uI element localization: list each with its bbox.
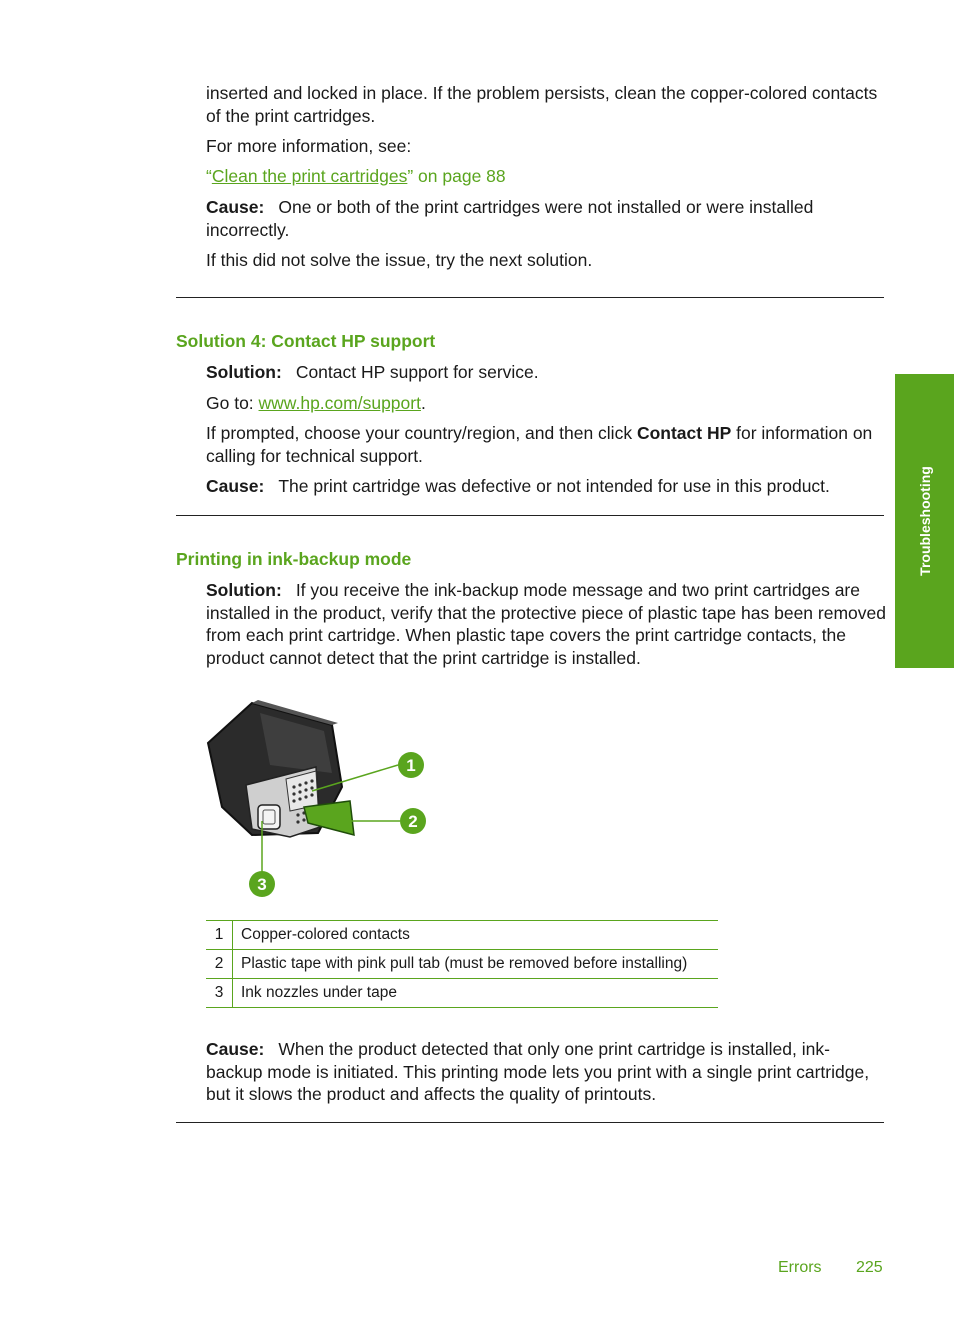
cause-label: Cause: (206, 197, 265, 217)
intro-paragraph: inserted and locked in place. If the problem persists, clean the copper-colored contacts of the print cartridges. (206, 83, 878, 126)
clean-cartridges-link[interactable]: Clean the print cartridges (211, 166, 408, 186)
contact-hp-bold: Contact HP (636, 423, 732, 443)
legend-text: Ink nozzles under tape (233, 979, 719, 1008)
footer-section: Errors (778, 1259, 822, 1276)
divider (176, 515, 884, 516)
prompt-after: for information on calling for technical support. (206, 423, 873, 466)
callout-3 (249, 871, 275, 897)
cause-label: Cause: (206, 1039, 265, 1059)
ink-backup-cause (206, 1038, 886, 1106)
solution-4-heading: Solution 4: Contact HP support (176, 331, 436, 351)
callout-3-label: 3 (257, 875, 267, 894)
divider (176, 297, 884, 298)
callout-2-label: 2 (408, 812, 418, 831)
ink-backup-solution (206, 579, 886, 669)
callout-1 (398, 752, 424, 778)
page-number: 225 (856, 1259, 883, 1276)
callout-1-label: 1 (406, 756, 416, 775)
xref-open-quote: “ (206, 166, 212, 186)
xref-page-ref: ” on page 88 (407, 166, 506, 186)
cause-paragraph-1 (206, 196, 886, 241)
solution-text: Contact HP support for service. (295, 362, 539, 382)
prompt-before: If prompted, choose your country/region, and then click (206, 423, 637, 443)
prompt-paragraph (206, 422, 886, 467)
legend-number: 2 (206, 950, 233, 979)
solution-label: Solution: (206, 580, 282, 600)
legend-text: Copper-colored contacts (233, 921, 719, 950)
cross-reference (206, 165, 886, 188)
goto-prefix: Go to: (206, 393, 259, 413)
cause-paragraph-2 (206, 475, 886, 498)
table-row (206, 950, 718, 979)
divider (176, 1122, 884, 1123)
next-solution-text: If this did not solve the issue, try the next solution. (206, 250, 593, 270)
troubleshooting-side-tab (895, 374, 954, 668)
callout-2 (400, 808, 426, 834)
hp-support-link[interactable]: www.hp.com/support (258, 393, 421, 413)
print-cartridge-illustration (200, 695, 440, 905)
goto-suffix: . (420, 393, 426, 413)
legend-text: Plastic tape with pink pull tab (must be removed before installing) (233, 950, 719, 979)
solution-text: If you receive the ink-backup mode message and two print cartridges are installed in the product, verify that the protective piece of plastic tape has been removed from each print cartridge. When plastic tape covers the print cartridge contacts, the product cannot detect that the print cartridge is installed. (206, 580, 886, 668)
goto-paragraph (206, 392, 886, 415)
more-info-text: For more information, see: (206, 136, 412, 156)
cause-text: One or both of the print cartridges were not installed or were installed incorrectly. (206, 197, 814, 240)
table-row (206, 921, 718, 950)
cause-text: The print cartridge was defective or not intended for use in this product. (278, 476, 830, 496)
solution-label: Solution: (206, 362, 282, 382)
legend-number: 1 (206, 921, 233, 950)
legend-number: 3 (206, 979, 233, 1008)
cause-text: When the product detected that only one print cartridge is installed, ink-backup mode is initiated. This printing mode lets you print with a single print cartridge, but it slows the product and affects the quality of printouts. (206, 1039, 870, 1104)
ink-backup-heading: Printing in ink-backup mode (176, 549, 412, 569)
table-row (206, 979, 718, 1008)
solution-4-paragraph (206, 361, 886, 384)
side-tab-label: Troubleshooting (916, 466, 933, 576)
callout-legend-table (206, 920, 718, 1008)
cause-label: Cause: (206, 476, 265, 496)
